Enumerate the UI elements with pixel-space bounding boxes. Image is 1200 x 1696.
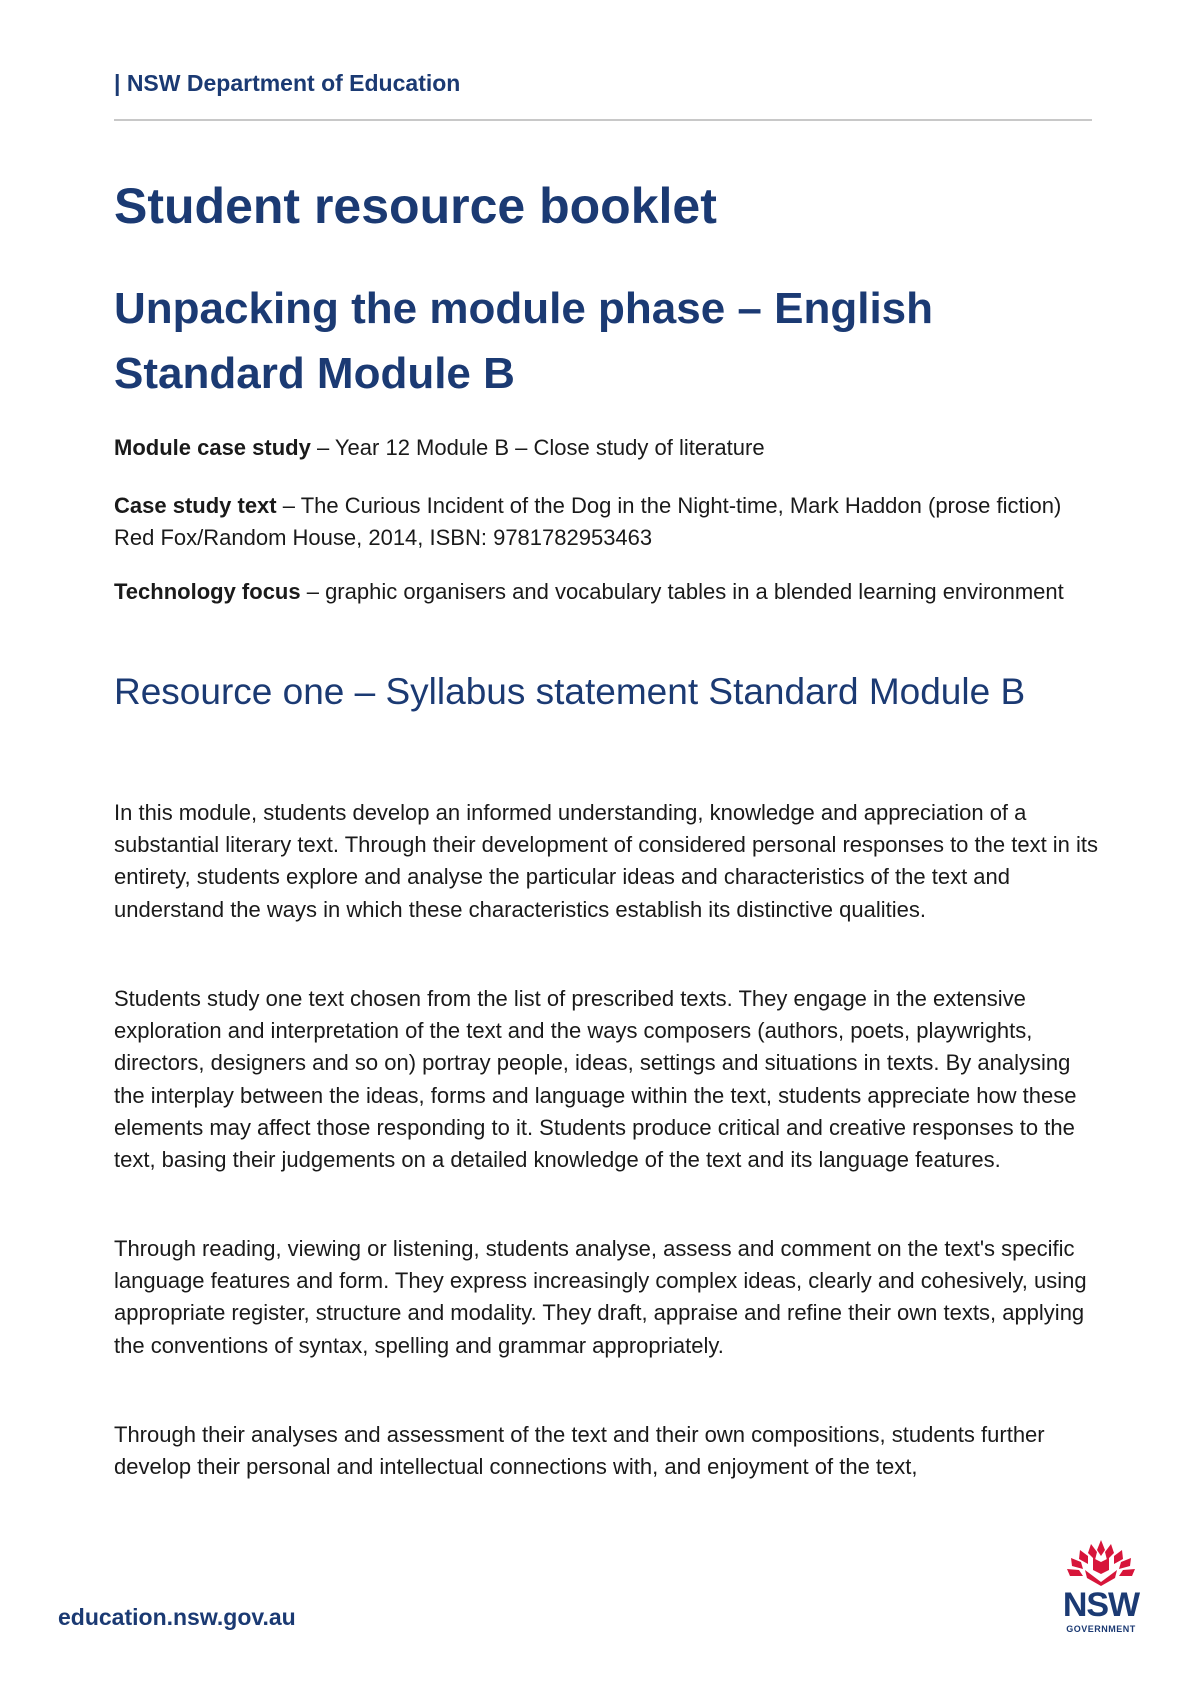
section-heading: Resource one – Syllabus statement Standard Module B [114, 671, 1026, 712]
document-title: Student resource booklet [114, 178, 717, 234]
module-case-study-line [114, 432, 1100, 464]
meta-value: – Year 12 Module B – Close study of literature [310, 435, 765, 460]
waratah-flower-icon [1055, 1538, 1147, 1588]
nsw-government-logo [1055, 1538, 1147, 1638]
meta-label: Case study text [114, 493, 277, 518]
header-divider [114, 119, 1092, 121]
department-header: | NSW Department of Education [114, 70, 461, 96]
logo-subtext: GOVERNMENT [1066, 1624, 1136, 1634]
meta-label: Technology focus [114, 579, 301, 604]
body-paragraph: In this module, students develop an informed understanding, knowledge and appreciation of a substantial literary text. Through their development of considered personal responses to the text in its entirety, students explore and analyse the particular ideas and characteristics of the text and understand the ways in which these characteristics establish its distinctive qualities. [114, 800, 1099, 922]
body-paragraph: Students study one text chosen from the list of prescribed texts. They engage in the extensive exploration and interpretation of the text and the ways composers (authors, poets, playwrights, directors, designers and so on) portray people, ideas, settings and situations in texts. By analysing the interplay between the ideas, forms and language within the text, students appreciate how these elements may affect those responding to it. Students produce critical and creative responses to the text, basing their judgements on a detailed knowledge of the text and its language features. [114, 986, 1077, 1173]
document-subtitle: Unpacking the module phase – English Standard Module B [114, 284, 934, 398]
meta-value: – graphic organisers and vocabulary tables in a blended learning environment [300, 579, 1064, 604]
body-paragraph: Through reading, viewing or listening, students analyse, assess and comment on the text's specific language features and form. They express increasingly complex ideas, clearly and cohesively, using appropriate register, structure and modality. They draft, appraise and refine their own texts, applying the conventions of syntax, spelling and grammar appropriately. [114, 1236, 1087, 1358]
footer-website-url: education.nsw.gov.au [58, 1604, 296, 1630]
meta-label: Module case study [114, 435, 311, 460]
body-paragraph: Through their analyses and assessment of the text and their own compositions, students further develop their personal and intellectual connections with, and enjoyment of the text, [114, 1422, 1045, 1480]
case-study-text-line [114, 490, 1100, 554]
meta-value: – The Curious Incident of the Dog in the Night-time, Mark Haddon (prose fiction) Red Fox/Random House, 2014, ISBN: 9781782953463 [114, 493, 1062, 550]
technology-focus-line [114, 576, 1100, 608]
logo-wordmark: NSW [1062, 1586, 1140, 1624]
